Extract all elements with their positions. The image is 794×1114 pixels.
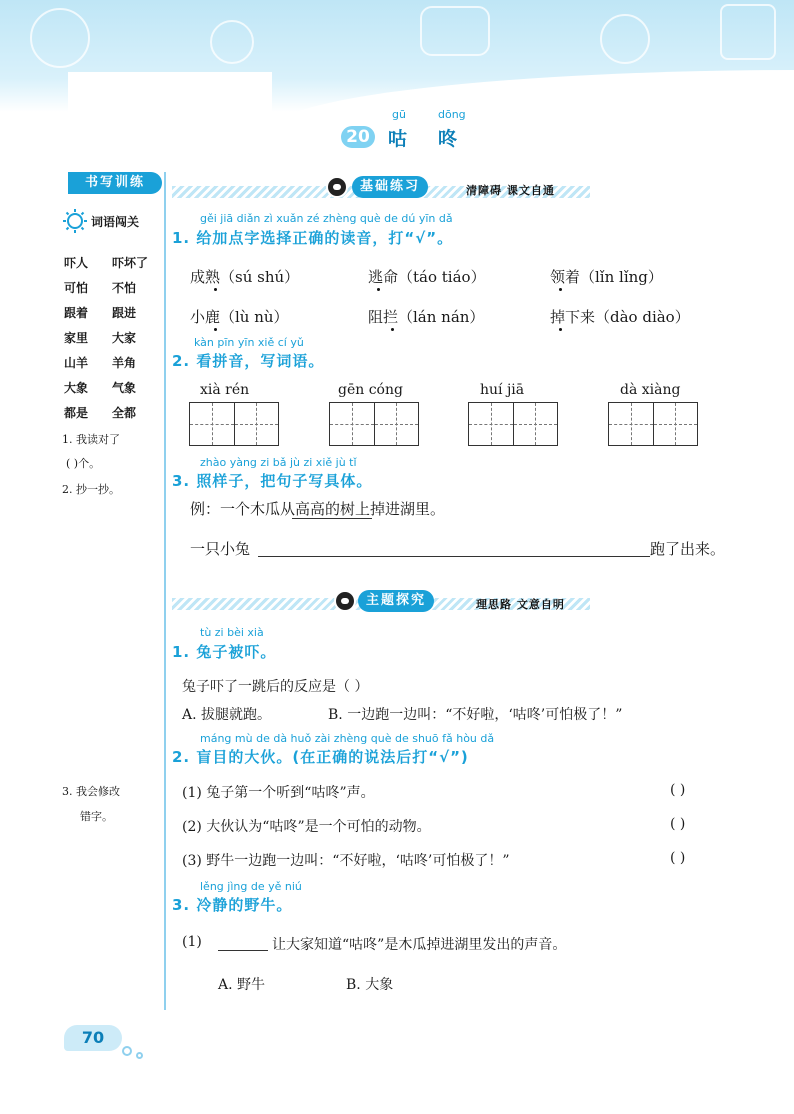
q2-word-pinyin: dà xiàng xyxy=(620,382,681,398)
answer-paren[interactable]: ( ) xyxy=(670,816,686,832)
decor-shape xyxy=(420,6,490,56)
word-row: 都是 全都 xyxy=(64,406,137,420)
sidebar-heading: 词语闯关 xyxy=(91,215,140,229)
q1-item: 领着（lǐn lǐng） xyxy=(550,268,663,286)
t1-option-a: A. 拔腿就跑。 xyxy=(182,707,272,723)
decor-circle xyxy=(600,14,650,64)
sidebar-note-fix-2: 错字。 xyxy=(80,810,113,823)
q1-item: 成熟（sú shú） xyxy=(190,268,300,286)
decor-bubble xyxy=(136,1052,143,1059)
t3-pinyin: lěng jìng de yě niú xyxy=(200,880,302,893)
q2-word-pinyin: xià rén xyxy=(200,382,250,398)
decor-circle xyxy=(210,20,254,64)
word-row: 可怕 不怕 xyxy=(64,281,137,295)
q1-title: 1. 给加点字选择正确的读音，打“√”。 xyxy=(172,229,454,247)
writing-grid[interactable] xyxy=(329,402,419,446)
header-tab xyxy=(68,72,272,112)
q1-item: 掉下来（dào diào） xyxy=(550,308,690,326)
t1-question: 兔子吓了一跳后的反应是（ ） xyxy=(182,679,369,695)
sidebar-note-fix: 3. 我会修改 xyxy=(62,785,120,798)
title-pinyin-2: dōng xyxy=(438,108,466,121)
t1-option-b: B. 一边跑一边叫：“不好啦，‘咕咚’可怕极了！” xyxy=(328,707,623,723)
q1-item: 小鹿（lù nù） xyxy=(190,308,289,326)
writing-grid[interactable] xyxy=(189,402,279,446)
t2-title: 2. 盲目的大伙。(在正确的说法后打“√”) xyxy=(172,748,469,766)
answer-line[interactable] xyxy=(258,556,650,557)
q1-item: 逃命（táo tiáo） xyxy=(368,268,486,286)
t2-item: (2) 大伙认为“咕咚”是一个可怕的动物。 xyxy=(182,819,431,835)
t3-option-a: A. 野牛 xyxy=(218,977,266,993)
q2-word-pinyin: gēn cóng xyxy=(338,382,403,398)
emphasis-dot xyxy=(214,328,217,331)
writing-grid[interactable] xyxy=(468,402,558,446)
q3-prompt-start: 一只小兔 xyxy=(190,540,251,558)
section-label-explore: 主题探究 xyxy=(358,590,434,612)
emphasis-dot xyxy=(391,328,394,331)
q3-title: 3. 照样子，把句子写具体。 xyxy=(172,472,373,490)
t2-pinyin: máng mù de dà huǒ zài zhèng què de shuō fǎ hòu dǎ xyxy=(200,732,495,745)
t3-title: 3. 冷静的野牛。 xyxy=(172,896,293,914)
word-row: 大象 气象 xyxy=(64,381,137,395)
mascot-icon xyxy=(334,590,356,612)
t2-item: (3) 野牛一边跑一边叫：“不好啦，‘咕咚’可怕极了！” xyxy=(182,853,510,869)
q1-pinyin: gěi jiā diǎn zì xuǎn zé zhèng què de dú yīn dǎ xyxy=(200,212,453,225)
lesson-title xyxy=(338,104,498,154)
sidebar-note-read: 1. 我读对了 xyxy=(62,433,120,446)
answer-paren[interactable]: ( ) xyxy=(670,850,686,866)
sidebar-tag: 书写训练 xyxy=(68,172,162,194)
answer-paren[interactable]: ( ) xyxy=(670,782,686,798)
example-underline xyxy=(292,518,372,519)
t3-option-b: B. 大象 xyxy=(346,977,394,993)
word-row: 山羊 羊角 xyxy=(64,356,137,370)
emphasis-dot xyxy=(559,328,562,331)
answer-blank[interactable] xyxy=(218,950,268,951)
word-row: 吓人 吓坏了 xyxy=(64,256,149,270)
q2-pinyin: kàn pīn yīn xiě cí yǔ xyxy=(194,336,304,349)
section-sub-explore: 理思路 文意自明 xyxy=(476,598,565,611)
t1-pinyin: tù zi bèi xià xyxy=(200,626,264,639)
writing-grid[interactable] xyxy=(608,402,698,446)
word-row: 家里 大家 xyxy=(64,331,137,345)
q2-title: 2. 看拼音，写词语。 xyxy=(172,352,325,370)
decor-bubble xyxy=(122,1046,132,1056)
q3-pinyin: zhào yàng zi bǎ jù zi xiě jù tǐ xyxy=(200,456,357,469)
emphasis-dot xyxy=(559,288,562,291)
sidebar-divider xyxy=(164,172,166,1010)
title-char-2: 咚 xyxy=(438,128,458,150)
section-label-basics: 基础练习 xyxy=(352,176,428,198)
title-pinyin-1: gū xyxy=(392,108,406,121)
q1-item: 阻拦（lán nán） xyxy=(368,308,485,326)
sun-icon xyxy=(62,208,88,234)
t1-title: 1. 兔子被吓。 xyxy=(172,643,277,661)
page-header-band xyxy=(0,0,794,112)
mascot-icon xyxy=(326,176,348,198)
sidebar-note-count: ( )个。 xyxy=(66,457,101,470)
section-sub-basics: 清障碍 课文自通 xyxy=(466,184,555,197)
decor-circle xyxy=(30,8,90,68)
emphasis-dot xyxy=(377,288,380,291)
lesson-number-badge: 20 xyxy=(341,126,375,148)
t3-item-number: (1) xyxy=(182,934,202,950)
page-number: 70 xyxy=(64,1025,122,1051)
title-char-1: 咕 xyxy=(388,128,408,150)
decor-shape xyxy=(720,4,776,60)
q3-example: 例：一个木瓜从高高的树上掉进湖里。 xyxy=(190,500,446,518)
t2-item: (1) 兔子第一个听到“咕咚”声。 xyxy=(182,785,375,801)
q2-word-pinyin: huí jiā xyxy=(480,382,525,398)
word-row: 跟着 跟进 xyxy=(64,306,137,320)
emphasis-dot xyxy=(214,288,217,291)
sidebar-note-copy: 2. 抄一抄。 xyxy=(62,483,120,496)
q3-prompt-end: 跑了出来。 xyxy=(650,540,726,558)
t3-item-text: 让大家知道“咕咚”是木瓜掉进湖里发出的声音。 xyxy=(272,937,567,953)
